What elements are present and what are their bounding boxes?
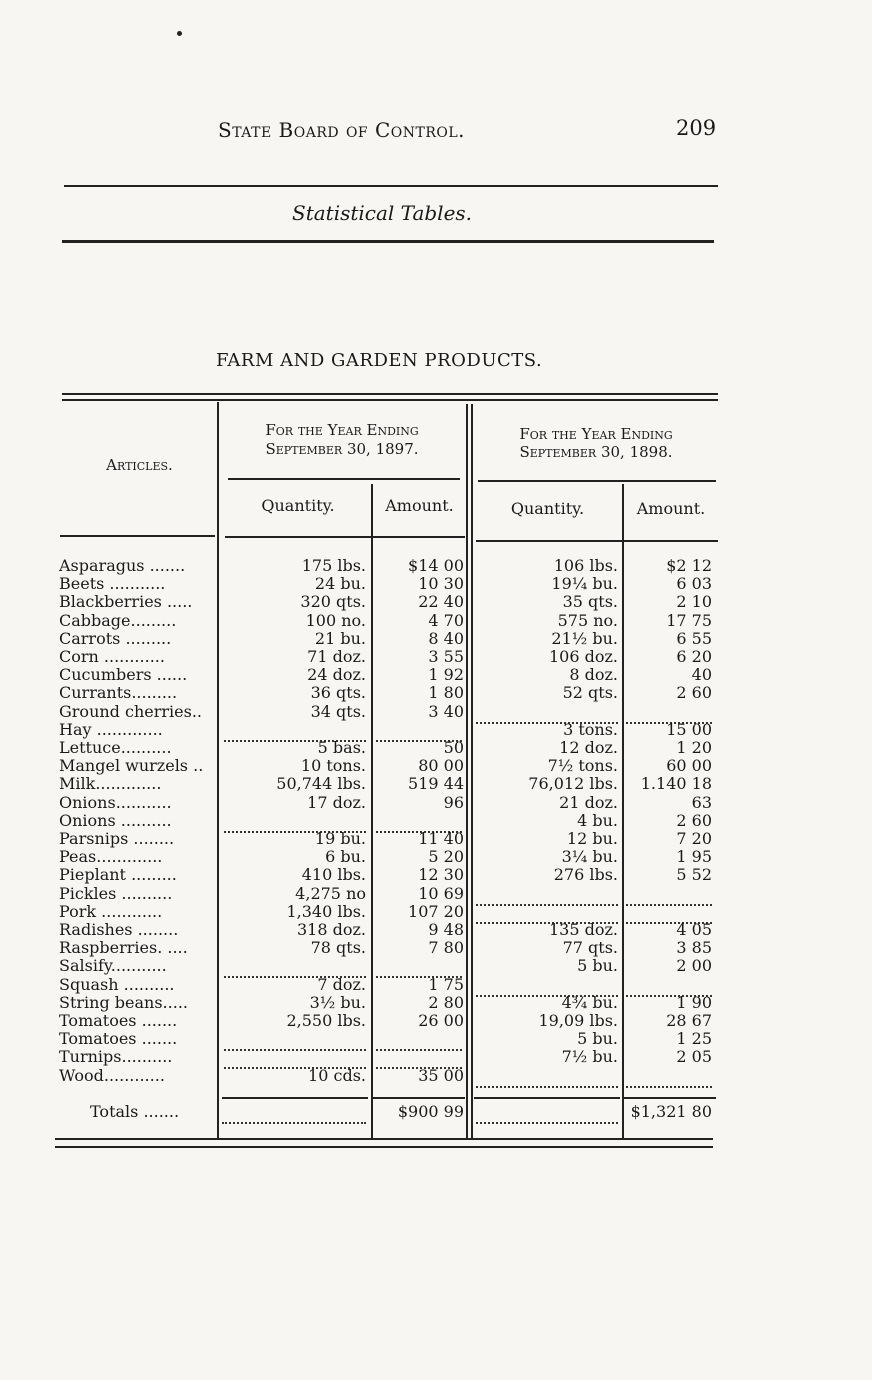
article-cell: Squash .......... bbox=[59, 974, 175, 994]
year2-quantity-cell: 35 qts. bbox=[562, 592, 618, 612]
year1-amount-cell: 4 70 bbox=[428, 610, 464, 630]
totals-year1-quantity-dots bbox=[222, 1104, 366, 1124]
table-row bbox=[0, 976, 872, 994]
table-top-rule-2 bbox=[62, 399, 718, 401]
totals-year2-amount: $1,321 80 bbox=[630, 1102, 712, 1121]
table-row bbox=[0, 557, 872, 575]
year2-amount-cell: 2 00 bbox=[676, 956, 712, 976]
article-cell: Blackberries ..... bbox=[59, 592, 193, 612]
year1-quantity-header: Quantity. bbox=[261, 496, 335, 515]
totals-rule-year2-a bbox=[624, 1097, 716, 1099]
year1-amount-cell: 22 40 bbox=[418, 592, 464, 612]
year2-amount-dots bbox=[626, 1068, 712, 1088]
year2-amount-cell: 4 05 bbox=[676, 920, 712, 939]
table-row bbox=[0, 848, 872, 866]
year2-quantity-cell: 106 lbs. bbox=[553, 556, 618, 575]
year2-quantity-cell: 21½ bu. bbox=[551, 628, 618, 648]
year2-amount-cell: 1.140 18 bbox=[640, 774, 712, 794]
subtitle-rule bbox=[62, 240, 714, 243]
year2-amount-cell: 2 60 bbox=[676, 683, 712, 703]
year2-amount-cell: 2 05 bbox=[676, 1047, 712, 1067]
table-row bbox=[0, 994, 872, 1012]
article-cell: Parsnips ........ bbox=[59, 829, 175, 848]
year2-header-line1: For the Year Ending bbox=[519, 425, 673, 443]
table-bottom-rule-2 bbox=[55, 1146, 713, 1148]
year2-amount-cell: 60 00 bbox=[666, 756, 712, 776]
year2-amount-cell: 28 67 bbox=[666, 1011, 712, 1030]
year2-quantity-cell: 3 tons. bbox=[563, 719, 618, 739]
article-cell: Peas............. bbox=[59, 847, 163, 867]
year2-amount-cell: 3 85 bbox=[676, 938, 712, 958]
year2-quantity-cell: 7½ bu. bbox=[561, 1047, 618, 1067]
year2-header-line2: September 30, 1898. bbox=[519, 443, 673, 461]
year2-amount-cell: 40 bbox=[691, 665, 712, 685]
year1-quantity-cell: 10 cds. bbox=[308, 1065, 366, 1085]
table-row bbox=[0, 721, 872, 739]
year1-quantity-cell: 2,550 lbs. bbox=[286, 1011, 366, 1030]
table-top-rule bbox=[62, 393, 718, 395]
year1-quantity-cell: 320 qts. bbox=[300, 592, 366, 612]
year1-quantity-cell: 1,340 lbs. bbox=[286, 901, 366, 921]
totals-label: Totals ....... bbox=[90, 1102, 180, 1121]
year2-quantity-cell: 5 bu. bbox=[577, 1029, 618, 1049]
table-row bbox=[0, 866, 872, 884]
year1-amount-cell: 1 75 bbox=[428, 974, 464, 994]
table-row bbox=[0, 903, 872, 921]
year1-quantity-cell: 410 lbs. bbox=[301, 865, 366, 885]
article-cell: Onions .......... bbox=[59, 810, 172, 830]
year2-quantity-header: Quantity. bbox=[510, 499, 585, 518]
year2-amount-cell: 5 52 bbox=[676, 865, 712, 885]
year2-amount-cell: 7 20 bbox=[676, 829, 712, 848]
year2-quantity-cell: 19¼ bu. bbox=[551, 574, 618, 594]
table-row bbox=[0, 1048, 872, 1066]
year1-quantity-cell: 71 doz. bbox=[307, 647, 366, 666]
year1-quantity-cell: 7 doz. bbox=[317, 974, 366, 994]
year1-header-line1: For the Year Ending bbox=[265, 421, 419, 439]
year1-quantity-cell: 6 bu. bbox=[325, 847, 366, 867]
year1-amount-cell: 5 20 bbox=[428, 847, 464, 867]
totals-rule-year1-q bbox=[222, 1097, 368, 1099]
article-cell: Currants......... bbox=[59, 683, 178, 703]
article-cell: Salsify........... bbox=[59, 956, 167, 976]
year1-amount-cell: 12 30 bbox=[418, 865, 464, 885]
table-row bbox=[0, 630, 872, 648]
table-row bbox=[0, 575, 872, 593]
top-rule bbox=[64, 185, 718, 187]
year2-amount-cell: 1 95 bbox=[676, 847, 712, 867]
year1-header-line2: September 30, 1897. bbox=[265, 440, 419, 458]
year2-quantity-cell: 575 no. bbox=[557, 610, 618, 630]
article-cell: Radishes ........ bbox=[59, 920, 179, 939]
year2-amount-cell: 1 90 bbox=[676, 992, 712, 1012]
year1-amount-header: Amount. bbox=[385, 496, 454, 515]
totals-year1-amount: $900 99 bbox=[397, 1102, 464, 1121]
article-cell: Ground cherries.. bbox=[59, 701, 202, 721]
page-number: 209 bbox=[676, 116, 717, 140]
article-cell: Tomatoes ....... bbox=[59, 1029, 178, 1049]
year1-amount-cell: 35 00 bbox=[418, 1065, 464, 1085]
year2-quantity-cell: 8 doz. bbox=[569, 665, 618, 685]
article-cell: Pickles .......... bbox=[59, 883, 173, 903]
year2-amount-cell: 6 20 bbox=[676, 647, 712, 666]
article-cell: Cabbage......... bbox=[59, 610, 177, 630]
year1-quantity-cell: 34 qts. bbox=[310, 701, 366, 721]
article-cell: Carrots ......... bbox=[59, 628, 172, 648]
article-cell: Pieplant ......... bbox=[59, 865, 177, 885]
year2-quantity-cell: 12 doz. bbox=[559, 738, 618, 757]
year1-amount-cell: 10 69 bbox=[418, 883, 464, 903]
table-row bbox=[0, 794, 872, 812]
year1-amount-cell: 3 40 bbox=[428, 701, 464, 721]
article-cell: Wood............ bbox=[59, 1065, 165, 1085]
header-bottom-rule-year2 bbox=[476, 540, 718, 542]
year1-quantity-cell: 4,275 no bbox=[295, 883, 366, 903]
table-row bbox=[0, 957, 872, 975]
year1-quantity-cell: 50,744 lbs. bbox=[276, 774, 366, 794]
table-row bbox=[0, 775, 872, 793]
year1-quantity-cell: 36 qts. bbox=[310, 683, 366, 703]
totals-year2-quantity-dots bbox=[476, 1104, 618, 1124]
table-row bbox=[0, 921, 872, 939]
year1-amount-cell: 8 40 bbox=[428, 628, 464, 648]
table-row bbox=[0, 939, 872, 957]
running-head: State Board of Control. bbox=[218, 118, 466, 142]
article-cell: Hay ............. bbox=[59, 719, 163, 739]
year2-amount-cell: $2 12 bbox=[666, 556, 712, 575]
table-row bbox=[0, 666, 872, 684]
year2-amount-cell: 63 bbox=[691, 792, 712, 812]
year1-amount-cell: 107 20 bbox=[408, 901, 464, 921]
year2-amount-cell: 2 10 bbox=[676, 592, 712, 612]
year1-amount-cell: 96 bbox=[443, 792, 464, 812]
year1-amount-cell: 11 40 bbox=[418, 829, 464, 848]
year1-quantity-cell: 17 doz. bbox=[307, 792, 366, 812]
article-cell: Cucumbers ...... bbox=[59, 665, 188, 685]
year2-quantity-dots bbox=[476, 1068, 618, 1088]
year1-quantity-cell: 3½ bu. bbox=[309, 992, 366, 1012]
year1-quantity-cell: 19 bu. bbox=[314, 829, 366, 848]
year2-amount-cell: 1 20 bbox=[676, 738, 712, 757]
year1-amount-cell: 7 80 bbox=[428, 938, 464, 958]
table-row bbox=[0, 1030, 872, 1048]
year1-quantity-cell: 24 bu. bbox=[314, 574, 366, 594]
year1-amount-cell: 80 00 bbox=[418, 756, 464, 776]
table-row bbox=[0, 757, 872, 775]
year2-quantity-cell: 12 bu. bbox=[566, 829, 618, 848]
table-row bbox=[0, 830, 872, 848]
article-cell: Lettuce.......... bbox=[59, 738, 172, 757]
year1-amount-cell: 50 bbox=[443, 738, 464, 757]
page-subtitle: Statistical Tables. bbox=[292, 201, 473, 225]
year1-amount-cell: 519 44 bbox=[408, 774, 464, 794]
year1-amount-cell: 10 30 bbox=[418, 574, 464, 594]
year1-quantity-cell: 5 bas. bbox=[317, 738, 366, 757]
article-cell: Onions........... bbox=[59, 792, 172, 812]
totals-rule-year1-a bbox=[373, 1097, 465, 1099]
year1-quantity-cell: 21 bu. bbox=[314, 628, 366, 648]
year1-amount-cell: 1 80 bbox=[428, 683, 464, 703]
article-cell: String beans..... bbox=[59, 992, 188, 1012]
article-cell: Pork ............ bbox=[59, 901, 163, 921]
year1-quantity-cell: 175 lbs. bbox=[301, 556, 366, 575]
year2-quantity-cell: 5 bu. bbox=[577, 956, 618, 976]
table-row bbox=[0, 885, 872, 903]
year1-quantity-cell: 100 no. bbox=[305, 610, 366, 630]
year1-quantity-cell: 10 tons. bbox=[300, 756, 366, 776]
article-cell: Beets ........... bbox=[59, 574, 166, 594]
year2-amount-cell: 17 75 bbox=[666, 610, 712, 630]
year1-amount-cell: $14 00 bbox=[408, 556, 464, 575]
article-cell: Asparagus ....... bbox=[59, 556, 186, 575]
article-cell: Tomatoes ....... bbox=[59, 1011, 178, 1030]
year2-quantity-cell: 52 qts. bbox=[562, 683, 618, 703]
year1-amount-cell: 3 55 bbox=[428, 647, 464, 666]
year2-quantity-cell: 77 qts. bbox=[562, 938, 618, 958]
year1-amount-cell: 9 48 bbox=[428, 920, 464, 939]
year2-quantity-cell: 4 bu. bbox=[577, 810, 618, 830]
article-cell: Turnips.......... bbox=[59, 1047, 173, 1067]
article-cell: Milk............. bbox=[59, 774, 162, 794]
year2-amount-cell: 2 60 bbox=[676, 810, 712, 830]
year1-amount-cell: 26 00 bbox=[418, 1011, 464, 1030]
year1-quantity-cell: 318 doz. bbox=[296, 920, 366, 939]
table-row bbox=[0, 739, 872, 757]
table-row bbox=[0, 1067, 872, 1085]
year2-quantity-cell: 19,09 lbs. bbox=[538, 1011, 618, 1030]
stray-mark bbox=[177, 31, 182, 36]
article-cell: Corn ............ bbox=[59, 647, 165, 666]
year2-quantity-cell: 4¾ bu. bbox=[561, 992, 618, 1012]
totals-rule-year2-q bbox=[474, 1097, 620, 1099]
year2-header-rule bbox=[478, 480, 716, 482]
table-title: FARM AND GARDEN PRODUCTS. bbox=[216, 350, 543, 371]
header-bottom-rule-year1 bbox=[225, 536, 465, 538]
articles-header: Articles. bbox=[106, 456, 173, 474]
year2-amount-cell: 1 25 bbox=[676, 1029, 712, 1049]
year2-amount-cell: 6 03 bbox=[676, 574, 712, 594]
year2-amount-cell: 15 00 bbox=[666, 719, 712, 739]
article-cell: Raspberries. .... bbox=[59, 938, 188, 958]
header-bottom-rule-articles bbox=[60, 535, 215, 537]
table-bottom-rule bbox=[55, 1138, 713, 1140]
year2-quantity-cell: 135 doz. bbox=[548, 920, 618, 939]
table-row bbox=[0, 684, 872, 702]
table-row bbox=[0, 648, 872, 666]
year2-quantity-cell: 7½ tons. bbox=[547, 756, 618, 776]
year2-amount-header: Amount. bbox=[636, 499, 706, 518]
year1-amount-cell: 2 80 bbox=[428, 992, 464, 1012]
year2-quantity-cell: 76,012 lbs. bbox=[528, 774, 618, 794]
year2-quantity-cell: 21 doz. bbox=[559, 792, 618, 812]
year1-quantity-cell: 24 doz. bbox=[307, 665, 366, 685]
table-row bbox=[0, 593, 872, 611]
year1-quantity-cell: 78 qts. bbox=[310, 938, 366, 958]
year2-quantity-cell: 276 lbs. bbox=[553, 865, 618, 885]
table-row bbox=[0, 1012, 872, 1030]
year1-header-rule bbox=[228, 478, 460, 480]
year1-amount-cell: 1 92 bbox=[428, 665, 464, 685]
year2-quantity-cell: 3¼ bu. bbox=[561, 847, 618, 867]
year2-quantity-cell: 106 doz. bbox=[548, 647, 618, 666]
table-row bbox=[0, 612, 872, 630]
table-row bbox=[0, 703, 872, 721]
year2-amount-cell: 6 55 bbox=[676, 628, 712, 648]
table-row bbox=[0, 812, 872, 830]
article-cell: Mangel wurzels .. bbox=[59, 756, 204, 776]
